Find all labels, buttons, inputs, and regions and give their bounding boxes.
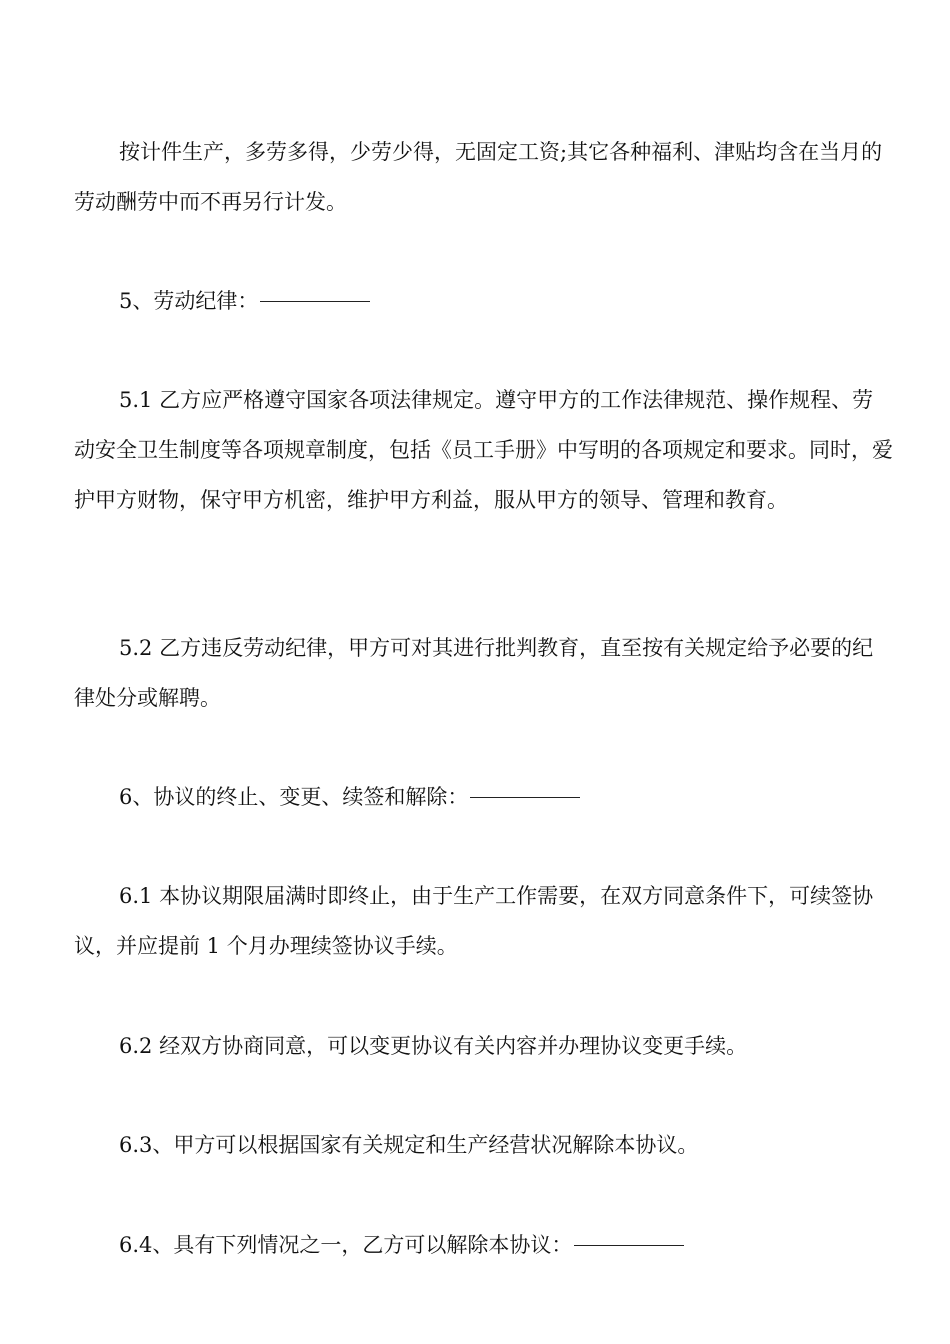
paragraph-text: 5.1 乙方应严格遵守国家各项法律规定。遵守甲方的工作法律规范、操作规程、劳动安全卫生制度等各项规章制度，包括《员工手册》中写明的各项规定和要求。同时，爱护甲方财物，保守甲方机密，维护甲方利益，服从甲方的领导、管理和教育。	[74, 388, 893, 512]
paragraph-5-2	[74, 623, 894, 723]
paragraph-text: 6.3、甲方可以根据国家有关规定和生产经营状况解除本协议。	[119, 1133, 699, 1157]
paragraph-6-4	[74, 1220, 894, 1270]
paragraph-text: 6.1 本协议期限届满时即终止，由于生产工作需要，在双方同意条件下，可续签协议，并应提前 1 个月办理续签协议手续。	[74, 884, 874, 958]
paragraph-6-1	[74, 871, 894, 971]
paragraph-6-2	[74, 1021, 894, 1071]
paragraph-compensation	[74, 127, 894, 227]
fill-in-blank	[470, 796, 580, 798]
heading-agreement-termination	[74, 772, 894, 822]
paragraph-6-3	[74, 1120, 894, 1170]
paragraph-text: 6、协议的终止、变更、续签和解除：	[119, 785, 469, 809]
paragraph-text: 5、劳动纪律：	[119, 289, 259, 313]
paragraph-5-1	[74, 375, 894, 525]
paragraph-text: 6.4、具有下列情况之一，乙方可以解除本协议：	[119, 1233, 573, 1257]
heading-labor-discipline	[74, 276, 894, 326]
fill-in-blank	[260, 300, 370, 302]
paragraph-text: 6.2 经双方协商同意，可以变更协议有关内容并办理协议变更手续。	[119, 1034, 748, 1058]
paragraph-text: 按计件生产，多劳多得，少劳少得，无固定工资;其它各种福利、津贴均含在当月的劳动酬劳中而不再另行计发。	[74, 140, 883, 214]
paragraph-text: 5.2 乙方违反劳动纪律，甲方可对其进行批判教育，直至按有关规定给予必要的纪律处分或解聘。	[74, 636, 874, 710]
fill-in-blank	[574, 1244, 684, 1246]
